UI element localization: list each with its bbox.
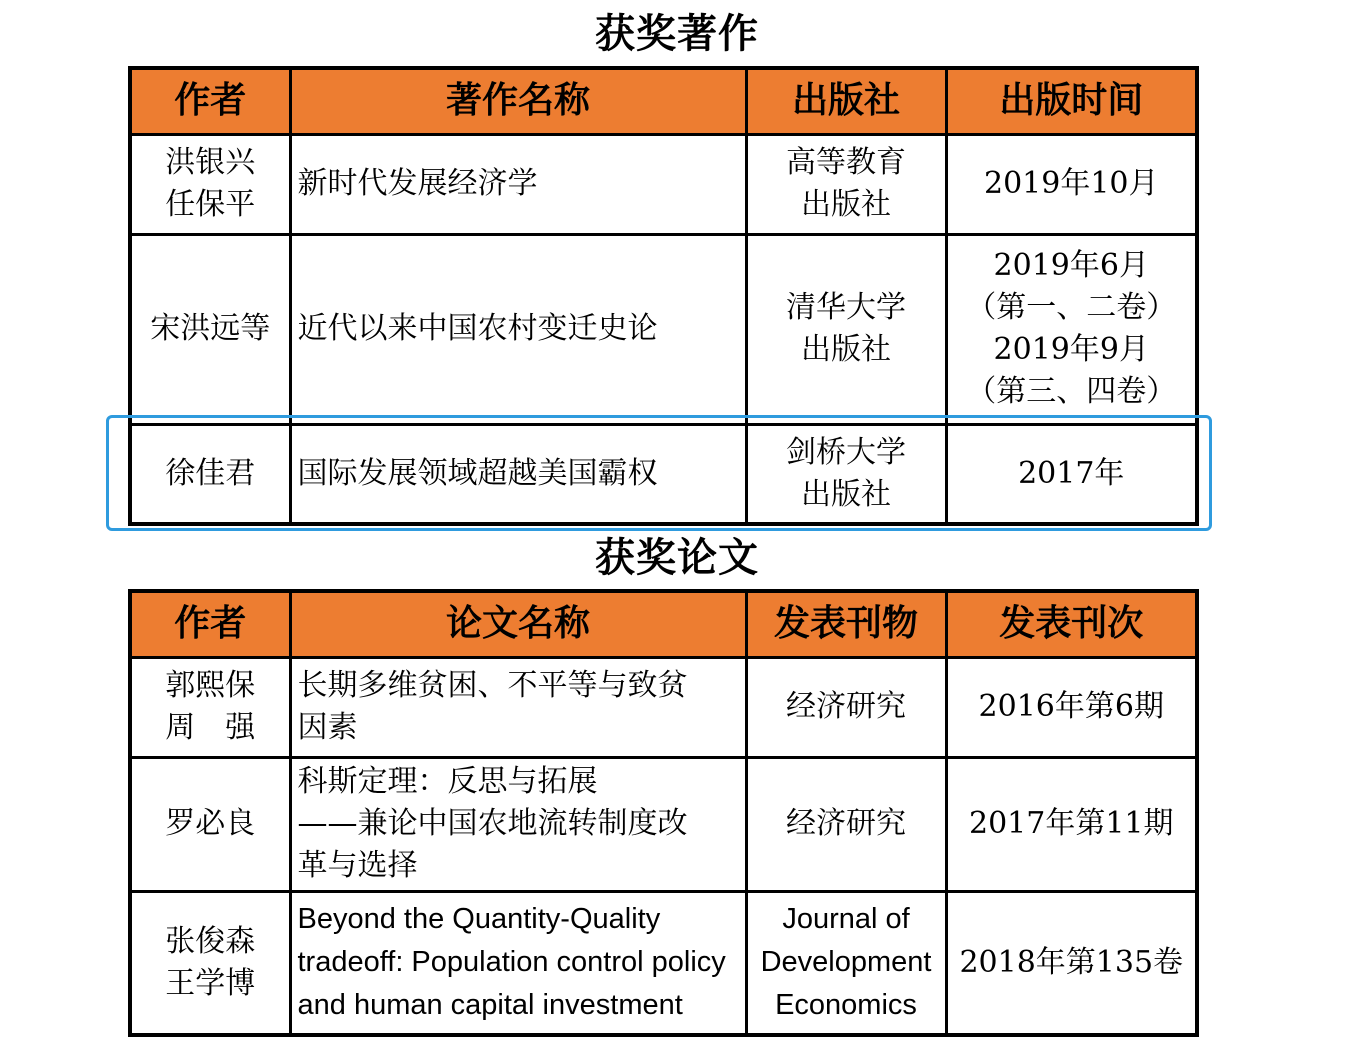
table-row xyxy=(130,234,1197,424)
date-cell: 2019年10月 xyxy=(946,134,1197,234)
publisher-cell: 剑桥大学 出版社 xyxy=(746,424,946,524)
paper-name-cell: 科斯定理：反思与拓展 ——兼论中国农地流转制度改 革与选择 xyxy=(290,757,746,891)
table-row xyxy=(130,657,1197,757)
header-author: 作者 xyxy=(130,68,290,134)
issue-cell: 2016年第6期 xyxy=(946,657,1197,757)
header-journal: 发表刊物 xyxy=(746,591,946,657)
journal-cell: Journal of Development Economics xyxy=(746,891,946,1035)
date-cell: 2017年 xyxy=(946,424,1197,524)
paper-name-cell: Beyond the Quantity-Quality tradeoff: Population control policy and human capital investment xyxy=(290,891,746,1035)
header-publisher: 出版社 xyxy=(746,68,946,134)
author-cell: 郭熙保 周 强 xyxy=(130,657,290,757)
works-table xyxy=(128,66,1199,526)
papers-section-title: 获奖论文 xyxy=(595,535,759,581)
header-work-name: 著作名称 xyxy=(290,68,746,134)
paper-name-cell: 长期多维贫困、不平等与致贫 因素 xyxy=(290,657,746,757)
author-cell: 宋洪远等 xyxy=(130,234,290,424)
table-row xyxy=(130,134,1197,234)
journal-cell: 经济研究 xyxy=(746,657,946,757)
issue-cell: 2018年第135卷 xyxy=(946,891,1197,1035)
journal-cell: 经济研究 xyxy=(746,757,946,891)
table-row xyxy=(130,891,1197,1035)
works-header-row xyxy=(130,68,1197,134)
work-name-cell: 近代以来中国农村变迁史论 xyxy=(290,234,746,424)
papers-table xyxy=(128,589,1199,1037)
papers-header-row xyxy=(130,591,1197,657)
table-row xyxy=(130,757,1197,891)
publisher-cell: 清华大学 出版社 xyxy=(746,234,946,424)
publisher-cell: 高等教育 出版社 xyxy=(746,134,946,234)
header-paper-name: 论文名称 xyxy=(290,591,746,657)
work-name-cell: 新时代发展经济学 xyxy=(290,134,746,234)
header-issue: 发表刊次 xyxy=(946,591,1197,657)
works-section-title: 获奖著作 xyxy=(595,11,759,57)
table-row-highlighted[interactable] xyxy=(130,424,1197,524)
header-publish-date: 出版时间 xyxy=(946,68,1197,134)
issue-cell: 2017年第11期 xyxy=(946,757,1197,891)
author-cell: 张俊森 王学博 xyxy=(130,891,290,1035)
author-cell: 罗必良 xyxy=(130,757,290,891)
author-cell: 洪银兴 任保平 xyxy=(130,134,290,234)
date-cell: 2019年6月 （第一、二卷） 2019年9月 （第三、四卷） xyxy=(946,234,1197,424)
header-author: 作者 xyxy=(130,591,290,657)
author-cell: 徐佳君 xyxy=(130,424,290,524)
work-name-cell: 国际发展领域超越美国霸权 xyxy=(290,424,746,524)
